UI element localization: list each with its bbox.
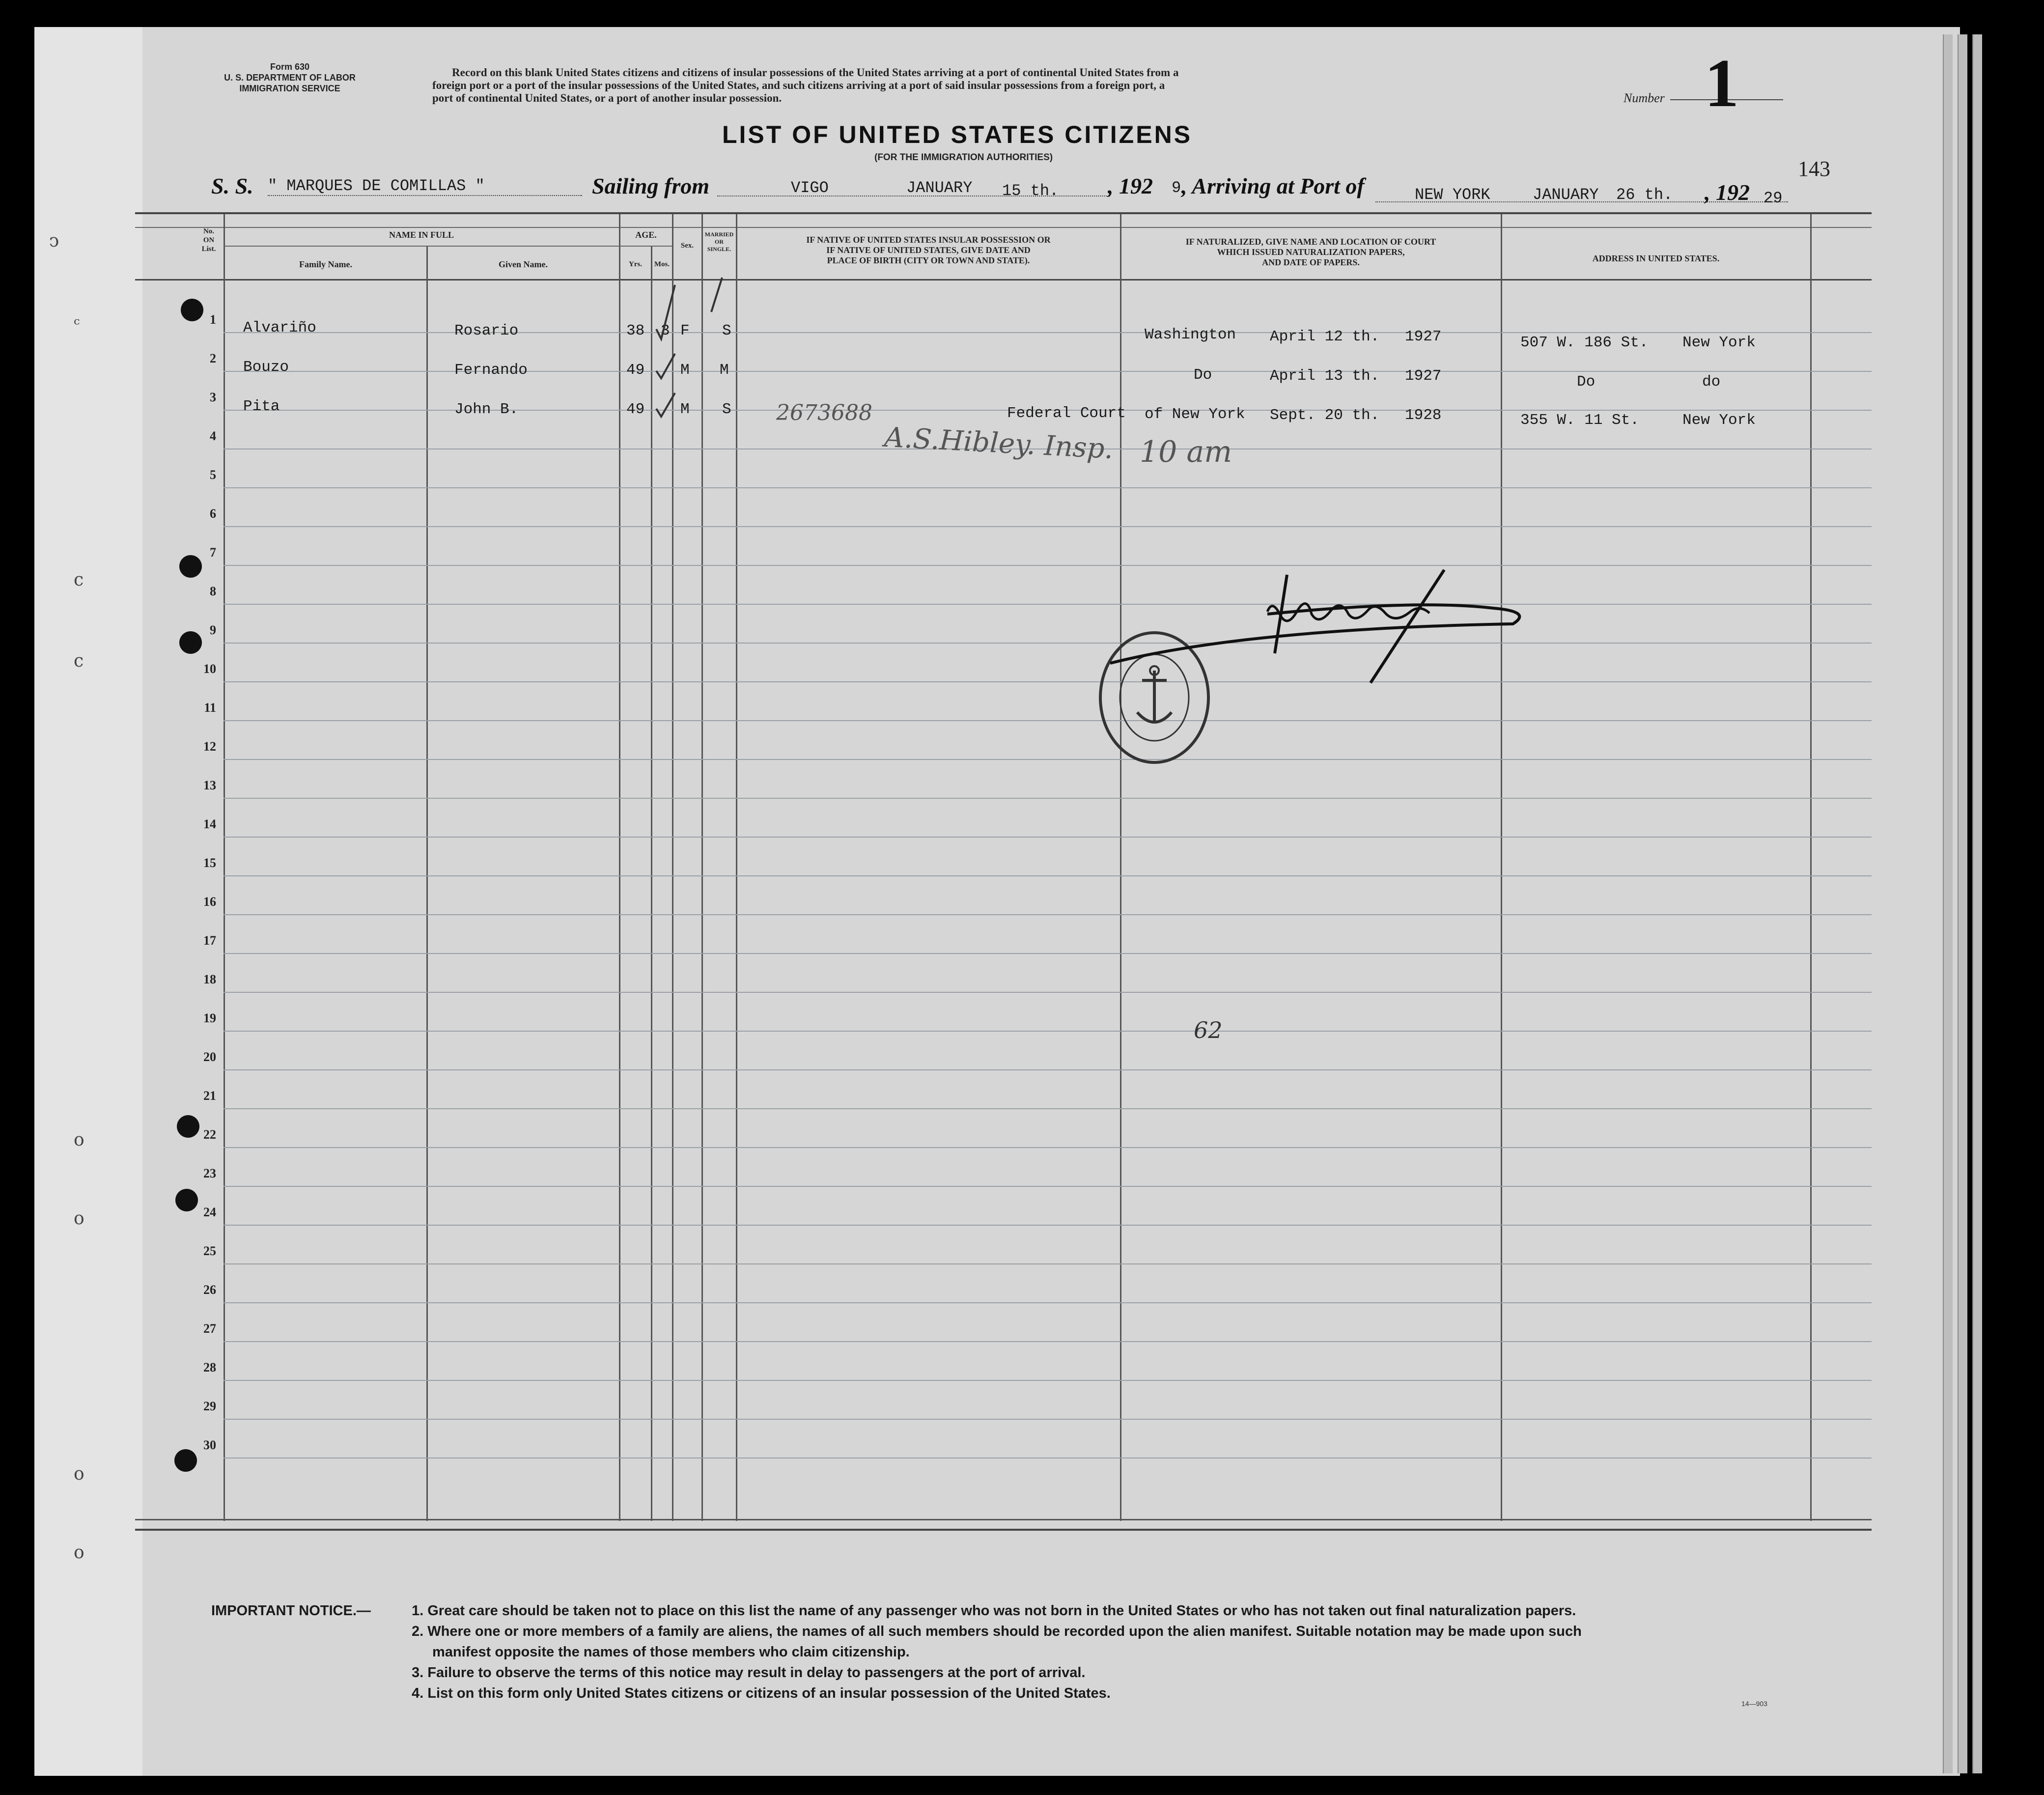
row-number: 8	[210, 584, 216, 598]
form-number: Form 630	[270, 62, 310, 72]
row-rule	[224, 1419, 1872, 1420]
check-marks	[653, 275, 683, 432]
row-number: 25	[203, 1244, 216, 1258]
entry-age-months: 3	[661, 322, 670, 339]
row-rule	[224, 1380, 1872, 1381]
row-rule	[224, 1031, 1872, 1032]
sailing-label: Sailing from	[592, 173, 710, 198]
entry-age-years: 49	[626, 401, 645, 418]
instruction-line: Record on this blank United States citizens and citizens of insular possessions of the United States arriving at a port of continental United States from a	[452, 66, 1179, 79]
entry-age-years: 38	[626, 322, 645, 339]
row-rule	[224, 1225, 1872, 1226]
margin-mark: o	[74, 1208, 84, 1229]
table-bottom-border	[135, 1529, 1872, 1531]
entry-papers-date: April 12 th.	[1270, 328, 1380, 345]
row-number: 16	[203, 895, 216, 909]
col-header-native: IF NATIVE OF UNITED STATES INSULAR POSSESSION OR IF NATIVE OF UNITED STATES, GIVE DATE AND PLACE OF BIRTH (CITY OR TOWN AND STATE).	[806, 235, 1051, 265]
row-number: 23	[203, 1166, 216, 1180]
row-number: 15	[203, 856, 216, 870]
ship-name: " MARQUES DE COMILLAS "	[268, 177, 582, 196]
row-rule	[224, 1186, 1872, 1187]
notice-item-continuation: manifest opposite the names of those members who claim citizenship.	[432, 1644, 910, 1660]
col-header-given-name: Given Name.	[499, 259, 548, 269]
page-stack-edge	[1943, 34, 1953, 1773]
column-line	[426, 246, 428, 1521]
col-header-yrs: Yrs.	[628, 260, 643, 268]
entry-family-name: Bouzo	[243, 359, 289, 376]
row-number: 30	[203, 1438, 216, 1452]
instruction-line: foreign port or a port of the insular possessions of the United States, and such citizens arriving at a port of said insular possessions from a foreign port, a	[432, 79, 1165, 91]
arriving-label: , Arriving at Port of	[1181, 173, 1365, 198]
row-rule	[224, 681, 1872, 682]
entry-marital-status: M	[720, 362, 729, 379]
entry-sex: F	[680, 322, 690, 339]
row-rule	[224, 837, 1872, 838]
entry-family-name: Pita	[243, 398, 280, 415]
entry-papers-date: Sept. 20 th.	[1270, 407, 1380, 424]
row-rule	[224, 487, 1872, 488]
entry-court: Washington	[1145, 326, 1236, 343]
row-rule	[224, 798, 1872, 799]
row-rule	[224, 1069, 1872, 1070]
col-header-naturalized: IF NATURALIZED, GIVE NAME AND LOCATION OF COURT WHICH ISSUED NATURALIZATION PAPERS, AND DATE OF PAPERS.	[1185, 237, 1436, 267]
entry-papers-year: 1927	[1405, 328, 1442, 345]
row-number: 26	[203, 1283, 216, 1297]
entry-papers-date: April 13 th.	[1270, 367, 1380, 385]
col-header-mos: Mos.	[654, 260, 670, 268]
arrival-year-suffix: 29	[1764, 189, 1783, 207]
page-number: 143	[1798, 157, 1830, 181]
entry-papers-year: 1928	[1405, 407, 1442, 424]
number-label: Number	[1624, 91, 1665, 105]
arrival-year-prefix: , 192	[1705, 180, 1750, 205]
row-rule	[224, 720, 1872, 721]
department-name: U. S. DEPARTMENT OF LABOR	[224, 73, 356, 83]
row-number: 3	[210, 390, 216, 404]
ss-label: S. S.	[211, 173, 253, 198]
arrival-month: JANUARY	[1533, 186, 1599, 204]
row-rule	[224, 1147, 1872, 1148]
page-margin-strip	[34, 27, 142, 1776]
row-number: 12	[203, 739, 216, 754]
margin-mark: ↄ	[49, 231, 59, 251]
margin-mark: ᶜ	[74, 314, 80, 335]
sailing-year-prefix: , 192	[1108, 173, 1153, 198]
row-number: 5	[210, 468, 216, 482]
row-number: 1	[210, 312, 216, 327]
arrival-day: 26 th.	[1616, 186, 1673, 204]
page-stack-edge	[1958, 34, 1967, 1773]
row-rule	[224, 1302, 1872, 1303]
row-number: 10	[203, 662, 216, 676]
margin-mark: o	[74, 1464, 84, 1484]
entry-sex: M	[680, 401, 690, 418]
notice-item: 2. Where one or more members of a family are aliens, the names of all such members should be recorded upon the alien manifest. Suitable notation may be made upon such	[412, 1624, 1582, 1639]
row-number: 21	[203, 1089, 216, 1103]
entry-court: Federal Court	[1007, 405, 1126, 422]
row-number: 20	[203, 1050, 216, 1064]
service-name: IMMIGRATION SERVICE	[239, 84, 340, 93]
page-stack-edge	[1972, 34, 1982, 1773]
time-note: 10 am	[1140, 435, 1232, 469]
entry-address-city: do	[1702, 373, 1721, 391]
entry-age-years: 49	[626, 362, 645, 379]
inspector-signature: A.S.Hibley. Insp.	[883, 421, 1114, 466]
page-title: LIST OF UNITED STATES CITIZENS	[722, 121, 1193, 148]
row-rule	[224, 1263, 1872, 1264]
col-header-family-name: Family Name.	[299, 259, 352, 269]
margin-mark: o	[74, 1543, 84, 1563]
entry-sex: M	[680, 362, 690, 379]
row-rule	[224, 565, 1872, 566]
table-top-rule	[135, 227, 1872, 228]
arrival-port: NEW YORK	[1415, 186, 1490, 204]
table-top-border	[135, 212, 1872, 214]
col-header-address: ADDRESS IN UNITED STATES.	[1592, 253, 1720, 263]
entry-address-city: New York	[1682, 334, 1756, 351]
entry-papers-year: 1927	[1405, 367, 1442, 385]
notice-heading: IMPORTANT NOTICE.—	[211, 1603, 371, 1619]
row-rule	[224, 875, 1872, 876]
row-number: 27	[203, 1321, 216, 1336]
entry-marital-status: S	[722, 322, 731, 339]
row-rule	[224, 914, 1872, 915]
row-number: 29	[203, 1399, 216, 1413]
row-number: 11	[204, 701, 216, 715]
entry-given-name: Rosario	[454, 322, 519, 339]
notice-item: 3. Failure to observe the terms of this notice may result in delay to passengers at the port of arrival.	[412, 1665, 1086, 1681]
row-rule	[224, 643, 1872, 644]
col-header-sex: Sex.	[680, 242, 694, 250]
entry-address-street: 507 W. 186 St.	[1520, 334, 1649, 351]
document-page	[34, 27, 1960, 1776]
row-rule	[224, 992, 1872, 993]
row-rule	[224, 1108, 1872, 1109]
form-instructions	[432, 66, 1562, 105]
list-number: 1	[1705, 45, 1739, 121]
entry-court: Do	[1194, 366, 1212, 384]
notice-item: 4. List on this form only United States citizens or citizens of an insular possession of the United States.	[412, 1685, 1111, 1701]
col-header-no-on-list: No. ON List.	[201, 227, 216, 253]
check-mark	[707, 273, 727, 317]
notice-item: 1. Great care should be taken not to place on this list the name of any passenger who was not born in the United States or who has not taken out final naturalization papers.	[412, 1603, 1576, 1619]
row-number: 14	[203, 817, 216, 831]
entry-address-street: Do	[1577, 373, 1596, 391]
entry-given-name: John B.	[454, 401, 519, 418]
row-number: 22	[203, 1127, 216, 1142]
margin-mark: c	[74, 651, 84, 671]
row-number: 4	[210, 429, 216, 443]
row-number: 9	[210, 623, 216, 637]
table-header-rule	[135, 279, 1872, 280]
row-number: 28	[203, 1360, 216, 1374]
instruction-line: port of continental United States, or a port of another insular possession.	[432, 92, 782, 104]
row-number: 13	[203, 778, 216, 792]
col-header-married-or-single: MARRIED OR SINGLE.	[704, 231, 734, 252]
entry-marital-status: S	[722, 401, 731, 418]
row-rule	[224, 604, 1872, 605]
entry-given-name: Fernando	[454, 362, 528, 379]
entry-address-city: New York	[1682, 412, 1756, 429]
naturalization-certificate-number: 2673688	[776, 400, 872, 425]
name-age-subheader-rule	[224, 246, 672, 247]
row-number: 19	[203, 1011, 216, 1025]
row-number: 2	[210, 351, 216, 365]
row-number: 6	[210, 506, 216, 521]
margin-mark: o	[74, 1130, 84, 1150]
page-subtitle: (FOR THE IMMIGRATION AUTHORITIES)	[874, 152, 1053, 163]
row-number: 17	[203, 933, 216, 948]
row-number: 24	[203, 1205, 216, 1219]
row-rule	[224, 526, 1872, 527]
sailing-day: 15 th.	[1002, 182, 1059, 200]
col-header-name-in-full: NAME IN FULL	[389, 230, 454, 240]
row-rule	[224, 759, 1872, 760]
row-number: 7	[210, 545, 216, 560]
captain-signature	[1100, 565, 1528, 693]
row-rule	[224, 953, 1872, 954]
row-rule	[224, 1341, 1872, 1342]
mark-note: 62	[1194, 1017, 1223, 1043]
entry-address-street: 355 W. 11 St.	[1520, 412, 1639, 429]
column-line	[651, 246, 652, 1521]
sailing-port: VIGO	[791, 179, 829, 197]
sailing-month: JANUARY	[906, 179, 973, 197]
form-id-block	[187, 61, 393, 94]
row-number: 18	[203, 972, 216, 986]
col-header-age: AGE.	[635, 230, 657, 240]
table-bottom-rule	[135, 1519, 1872, 1520]
sailing-year-suffix: 9	[1172, 179, 1181, 197]
entry-family-name: Alvariño	[243, 319, 316, 337]
entry-court-location: of New York	[1145, 406, 1245, 423]
margin-mark: c	[74, 570, 84, 590]
form-code: 14—903	[1741, 1700, 1767, 1708]
